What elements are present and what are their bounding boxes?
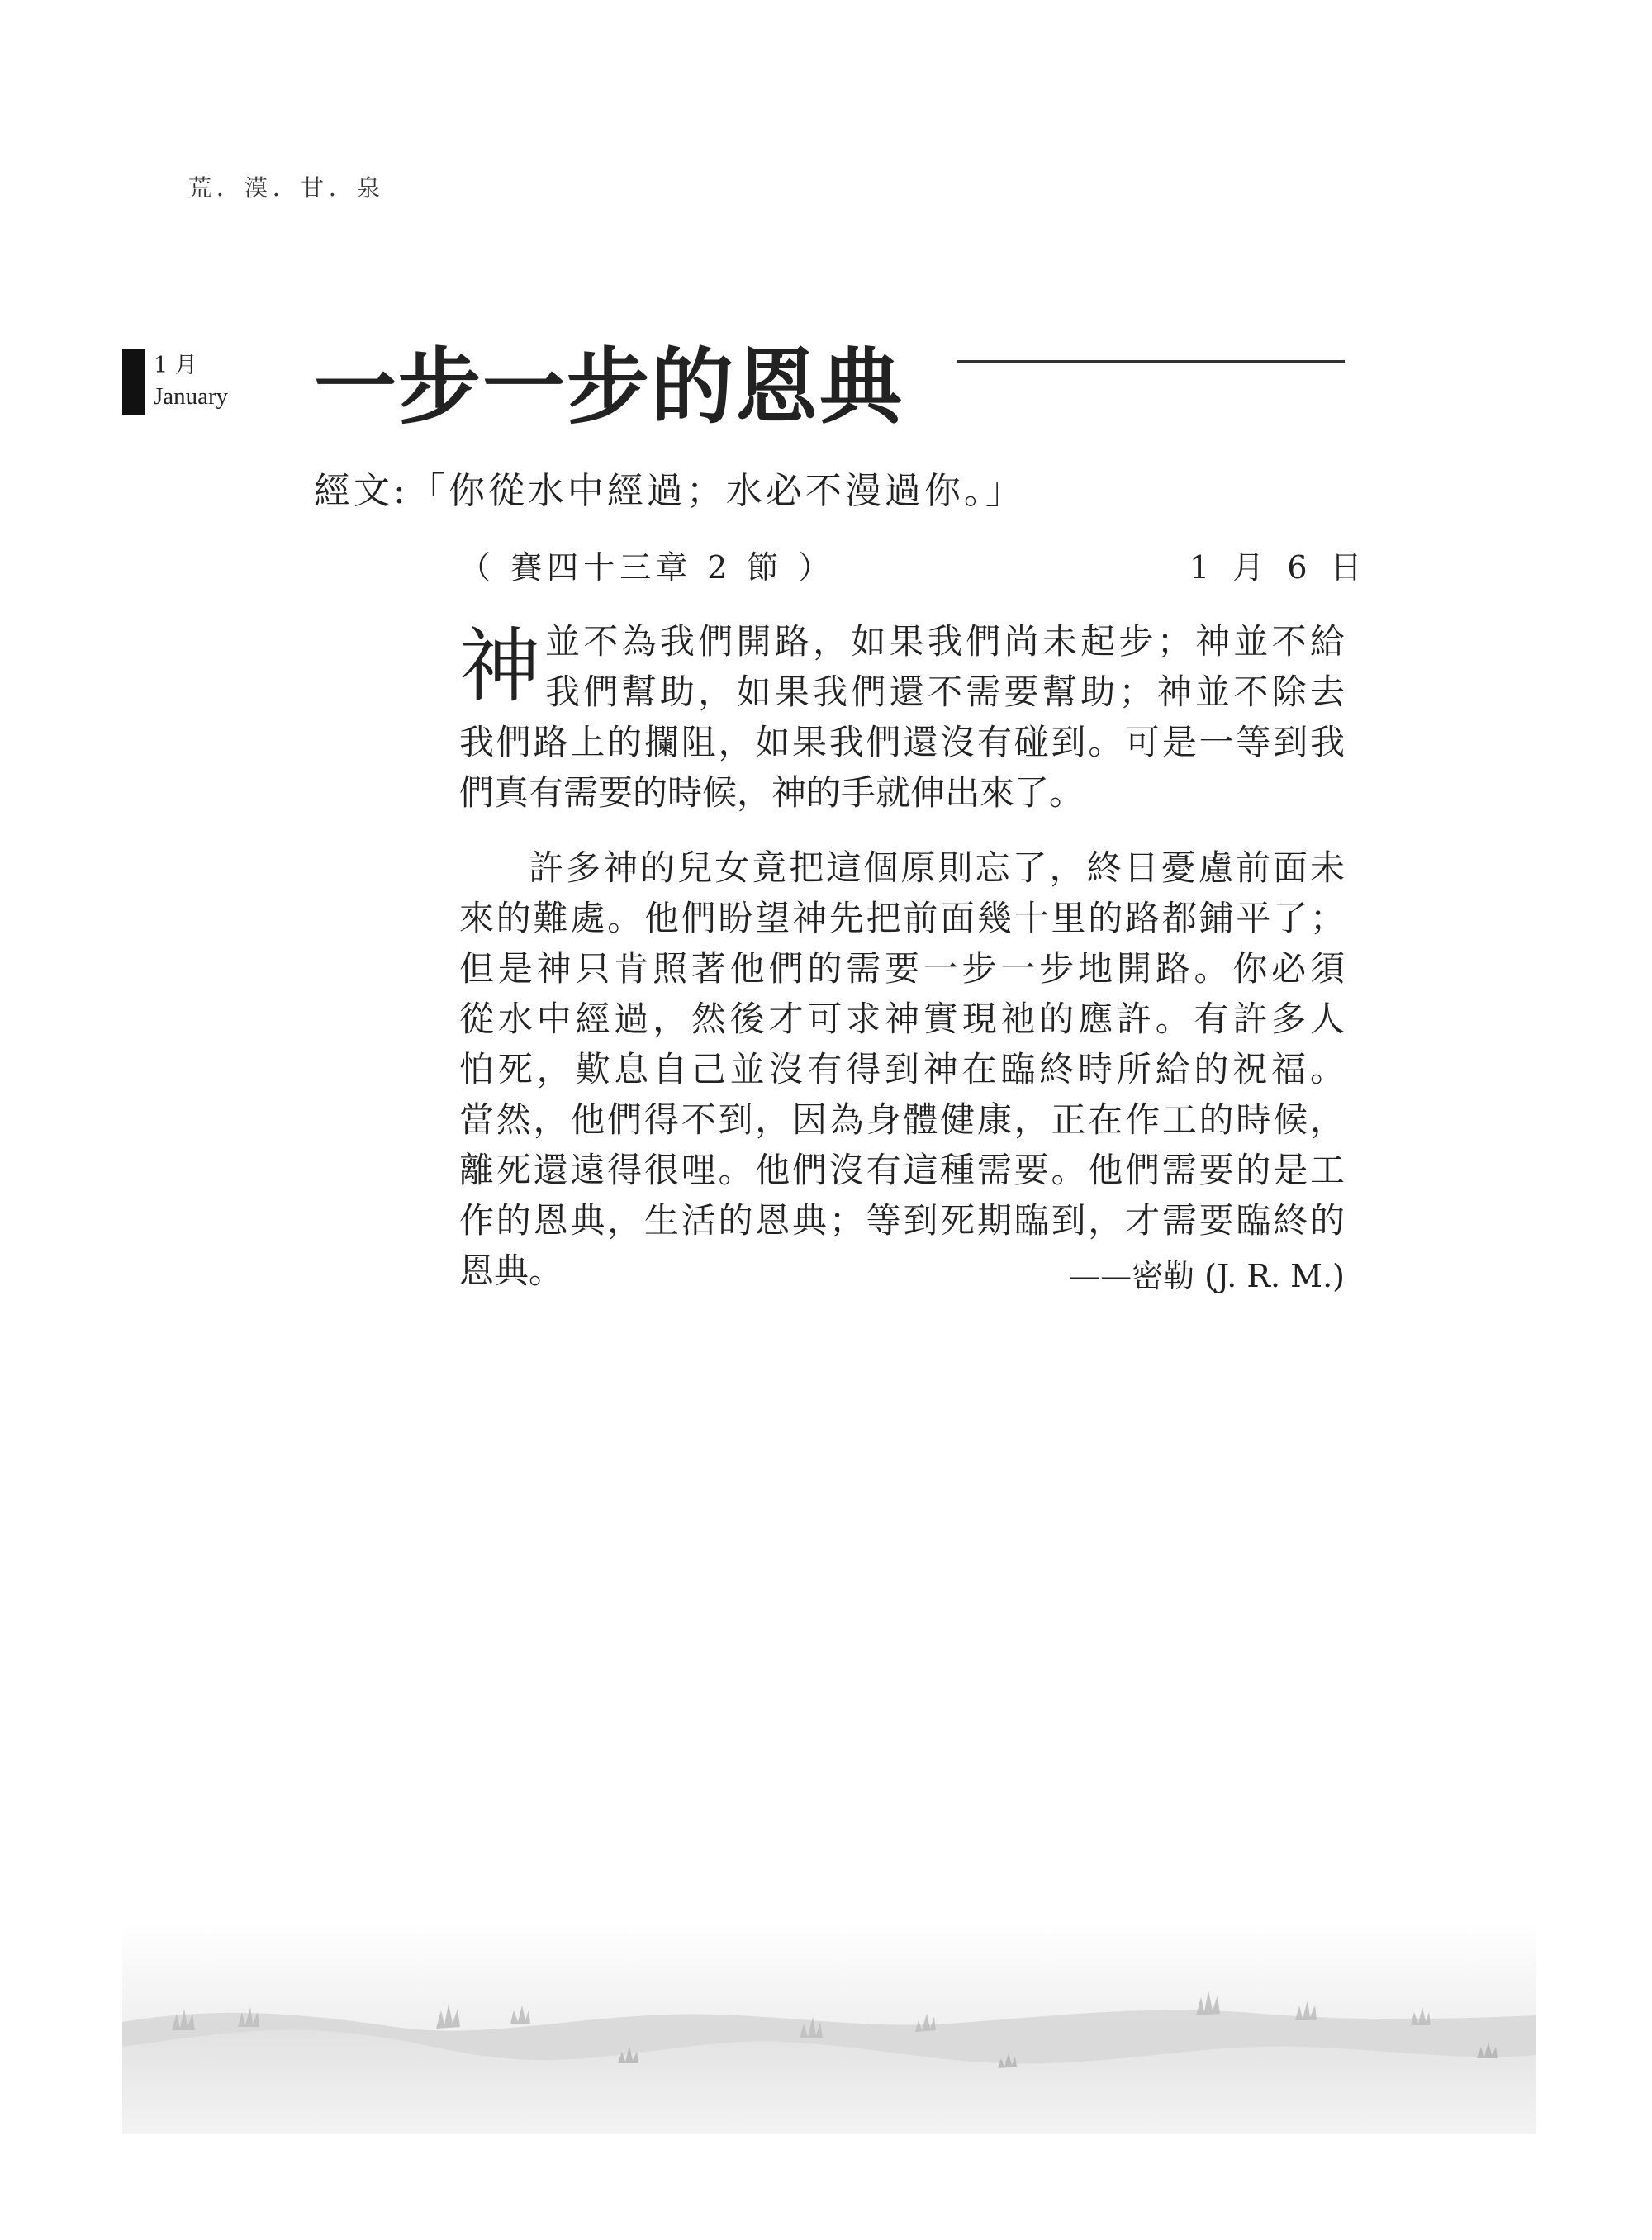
paragraph-line: 但是神只肯照著他們的需要一步一步地開路。你必須 xyxy=(459,948,1345,989)
paragraph-line: 作的恩典，生活的恩典；等到死期臨到，才需要臨終的 xyxy=(459,1200,1345,1241)
paragraph-line: 怕死，歎息自己並沒有得到神在臨終時所給的祝福。 xyxy=(459,1049,1345,1089)
month-label-english: January xyxy=(154,383,229,410)
attribution: ——密勒 (J. R. M.) xyxy=(1069,1258,1345,1294)
paragraph-2 xyxy=(459,842,1345,1296)
desert-dunes-image xyxy=(122,1923,1536,2134)
paragraph-line: 並不為我們開路，如果我們尚未起步；神並不給 xyxy=(545,621,1345,662)
running-head: 荒．漠．甘．泉 xyxy=(188,174,386,202)
paragraph-line: 許多神的兒女竟把這個原則忘了，終日憂慮前面未 xyxy=(529,847,1345,888)
paragraph-line: 當然，他們得不到，因為身體健康，正在作工的時候， xyxy=(459,1099,1345,1140)
paragraph-line: 我們幫助，如果我們還不需要幫助；神並不除去 xyxy=(545,672,1345,712)
paragraph-line: 們真有需要的時候，神的手就伸出來了。 xyxy=(459,772,1085,813)
paragraph-line: 從水中經過，然後才可求神實現祂的應許。有許多人 xyxy=(459,999,1345,1039)
paragraph-1 xyxy=(459,616,1345,818)
month-marker-bar xyxy=(122,349,145,415)
paragraph-line: 恩典。 xyxy=(459,1251,564,1291)
scripture-verse: 經文:「你從水中經過；水必不漫過你。」 xyxy=(314,470,1025,512)
entry-date: 1 月 6 日 xyxy=(1189,549,1369,586)
paragraph-line: 我們路上的攔阻，如果我們還沒有碰到。可是一等到我 xyxy=(459,722,1345,762)
month-label-chinese: 1 月 xyxy=(154,353,197,378)
title-rule xyxy=(957,360,1345,363)
page-title: 一步一步的恩典 xyxy=(314,338,904,435)
paragraph-line: 來的難處。他們盼望神先把前面幾十里的路都鋪平了； xyxy=(459,898,1345,938)
drop-cap: 神 xyxy=(459,619,541,714)
paragraph-line: 離死還遠得很哩。他們沒有這種需要。他們需要的是工 xyxy=(459,1150,1345,1190)
scripture-reference: （ 賽四十三章 2 節 ） xyxy=(459,549,835,586)
